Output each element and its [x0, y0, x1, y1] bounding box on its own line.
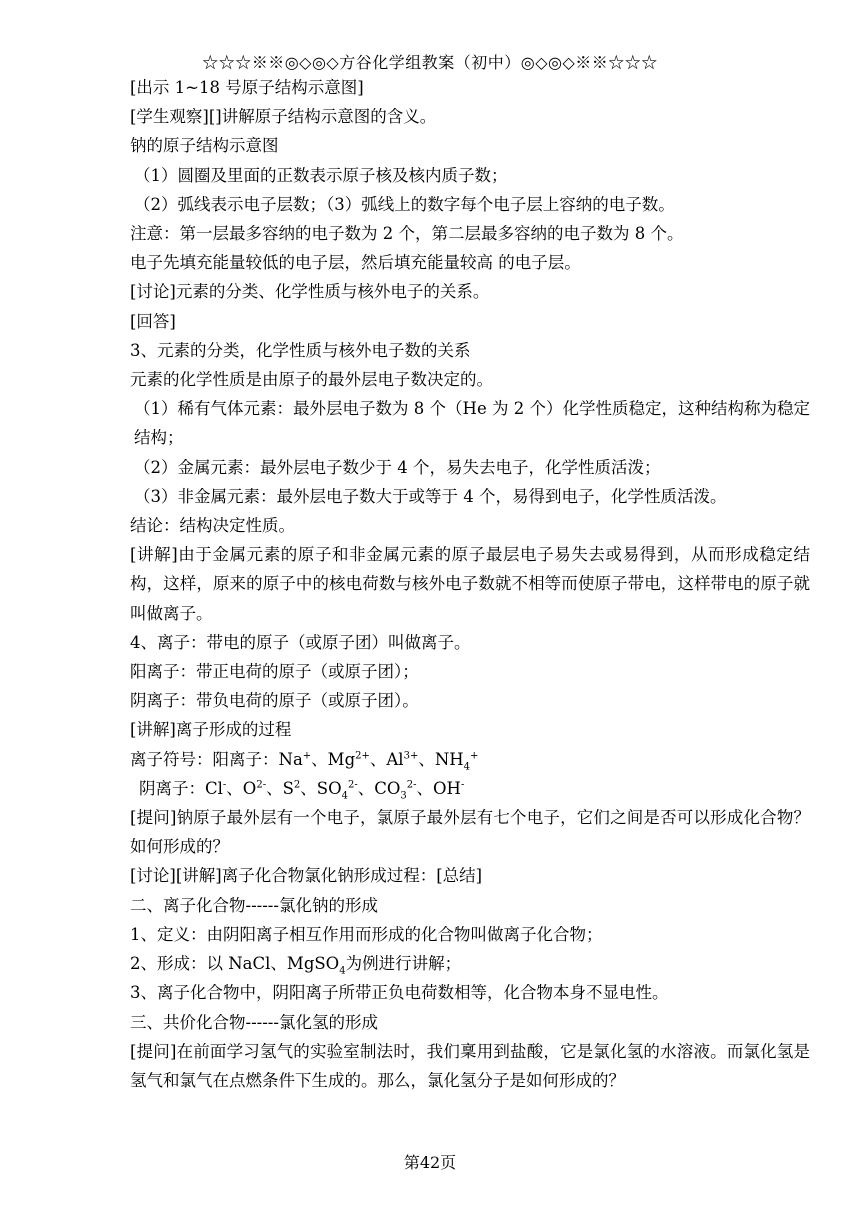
document-body: [130, 73, 810, 1095]
text-line: [讲解]离子形成的过程: [130, 720, 292, 740]
text-line: 注意：第一层最多容纳的电子数为 2 个，第二层最多容纳的电子数为 8 个。: [130, 224, 684, 244]
text-line: 电子先填充能量较低的电子层，然后填充能量较高 的电子层。: [130, 253, 581, 273]
text-paragraph: [讲解]由于金属元素的原子和非金属元素的原子最层电子易失去或易得到，从而形成稳定结构，这样，原来的原子中的核电荷数与核外电子数就不相等而使原子带电，这样带电的原子就叫做离子。: [130, 545, 810, 623]
text-line: 钠的原子结构示意图: [130, 136, 279, 156]
page-number: 第42页: [403, 1153, 457, 1172]
anion-symbols-line: 阴离子：Cl-、$O^{2-}$、$S^2$、$SO_4^{2-}$、$CO_3^{2-}$、OH-: [139, 778, 465, 802]
text-line: （2）弧线表示电子层数；（3）弧线上的数字每个电子层上容纳的电子数。: [134, 194, 675, 214]
text-line: 阳离子：带正电荷的原子（或原子团）；: [130, 662, 419, 682]
text-line: [出示 1~18 号原子结构示意图]: [130, 78, 364, 97]
cation-symbols-line: 离子符号：阳离子：Na+、$Mg^{2+}$、$Al^{3+}$、$NH_4^+$: [130, 749, 479, 772]
text-line: 2、形成：以 NaCl、MgSO$_4$为例进行讲解；: [130, 954, 462, 977]
text-line: [讨论][讲解]离子化合物氯化钠形成过程：[总结]: [130, 866, 483, 886]
text-line: （2）金属元素：最外层电子数少于 4 个，易失去电子，化学性质活泼；: [134, 457, 661, 477]
text-paragraph: [提问]钠原子最外层有一个电子，氯原子最外层有七个电子，它们之间是否可以形成化合物？如何形成的？: [130, 808, 810, 857]
page-header: ☆☆☆※※◎◇◎◇方谷化学组教案（初中）◎◇◎◇※※☆☆☆: [202, 53, 658, 72]
text-line: 3、离子化合物中，阴阳离子所带正负电荷数相等，化合物本身不显电性。: [130, 983, 669, 1003]
text-line: 三、共价化合物------氯化氢的形成: [130, 1012, 378, 1032]
text-line: [学生观察][]讲解原子结构示意图的含义。: [130, 107, 437, 127]
text-paragraph: （1）稀有气体元素：最外层电子数为 8 个（He 为 2 个）化学性质稳定，这种结构称为稳定结构；: [134, 399, 810, 448]
text-line: [讨论]元素的分类、化学性质与核外电子的关系。: [130, 282, 490, 302]
text-line: （3）非金属元素：最外层电子数大于或等于 4 个，易得到电子，化学性质活泼。: [134, 486, 727, 506]
text-line: 3、元素的分类，化学性质与核外电子数的关系: [130, 340, 471, 360]
text-paragraph: [提问]在前面学习氢气的实验室制法时，我们稟用到盐酸，它是氯化氢的水溶液。而氯化氢是氢气和氯气在点燃条件下生成的。那么，氯化氢分子是如何形成的？: [130, 1041, 810, 1090]
text-line: 1、定义：由阴阳离子相互作用而形成的化合物叫做离子化合物；: [130, 924, 603, 944]
text-line: （1）圆圈及里面的正数表示原子核及核内质子数；: [134, 165, 508, 185]
text-line: 元素的化学性质是由原子的最外层电子数决定的。: [130, 370, 493, 390]
text-line: 阴离子：带负电荷的原子（或原子团）。: [130, 691, 419, 711]
text-line: 4、离子：带电的原子（或原子团）叫做离子。: [130, 632, 471, 652]
text-line: [回答]: [130, 311, 176, 331]
text-line: 二、离子化合物------氯化钠的形成: [130, 895, 378, 915]
text-line: 结论：结构决定性质。: [130, 516, 295, 536]
